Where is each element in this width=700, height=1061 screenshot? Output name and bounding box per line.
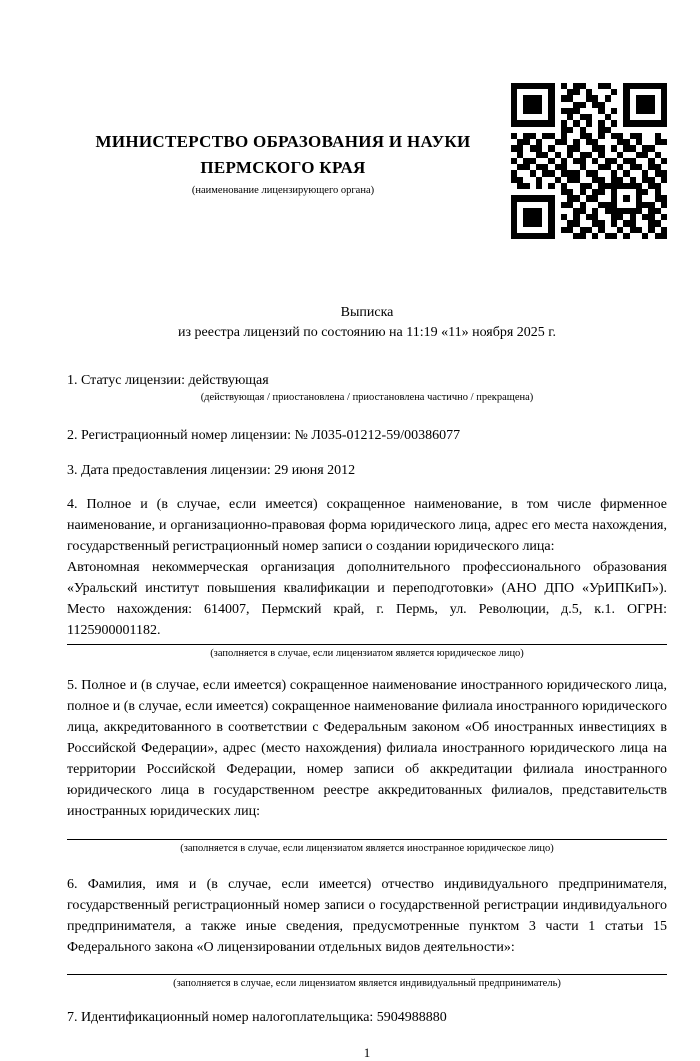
foreign-entity-blank-value (67, 822, 667, 839)
foreign-entity-description: 5. Полное и (в случае, если имеется) сокращенное наименование иностранного юридического лица, полное и (в случае, если имеется) сокращенное наименование филиала иностранного юридического лица, аккредитованного в соответствии с Федеральным законом «Об иностранных инвестициях в Российской Федерации», адрес (место нахождения) филиала иностранного юридического лица на территории Российской Федерации, номер записи об аккредитации филиала иностранного юридического лица в государственном реестре аккредитованных филиалов, представительств иностранных юридических лиц: (67, 678, 667, 819)
individual-entrepreneur-section (67, 874, 667, 990)
legal-entity-description: 4. Полное и (в случае, если имеется) сокращенное наименование, в том числе фирменное наименование, и организационно-правовая форма юридического лица, адрес его места нахождения, государственный регистрационный номер записи о создании юридического лица: (67, 497, 667, 554)
legal-entity-section (67, 494, 667, 660)
individual-entrepreneur-caption: (заполняется в случае, если лицензиатом является индивидуальный предприниматель) (173, 978, 561, 989)
legal-entity-rule (67, 644, 667, 645)
license-grant-date-line: 3. Дата предоставления лицензии: 29 июня 2012 (67, 463, 356, 478)
foreign-entity-caption: (заполняется в случае, если лицензиатом является иностранное юридическое лицо) (180, 843, 554, 854)
foreign-entity-section (67, 675, 667, 855)
licensing-authority-block (67, 83, 499, 198)
page-number: 1 (363, 1045, 371, 1060)
qr-code (511, 83, 667, 239)
taxpayer-inn-line: 7. Идентификационный номер налогоплательщика: 5904988880 (67, 1010, 447, 1025)
individual-entrepreneur-blank-value (67, 958, 667, 974)
foreign-entity-rule (67, 839, 667, 840)
legal-entity-caption: (заполняется в случае, если лицензиатом является юридическое лицо) (210, 648, 524, 659)
license-status-line: 1. Статус лицензии: действующая (67, 373, 269, 388)
document-header (67, 0, 667, 239)
individual-entrepreneur-description: 6. Фамилия, имя и (в случае, если имеется) отчество индивидуального предпринимателя, государственный регистрационный номер записи о государственной регистрации индивидуального предпринимателя, а также иные сведения, предусмотренные пунктом 3 части 1 статьи 15 Федерального закона «О лицензировании отдельных видов деятельности»: (67, 877, 667, 955)
document-title: Выписка (340, 305, 394, 320)
ministry-name-line1: МИНИСТЕРСТВО ОБРАЗОВАНИЯ И НАУКИ (95, 132, 471, 151)
licensing-authority-caption: (наименование лицензирующего органа) (191, 185, 375, 196)
license-registration-number-line: 2. Регистрационный номер лицензии: № Л035-01212-59/00386077 (67, 428, 461, 443)
document-subtitle: из реестра лицензий по состоянию на 11:19 «11» ноября 2025 г. (178, 325, 556, 340)
legal-entity-value: Автономная некоммерческая организация дополнительного профессионального образования «Уральский институт повышения квалификации и переподготовки» (АНО ДПО «УрИПКиП»). Место нахождения: 614007, Пермский край, г. Пермь, ул. Революции, д.5, к.1. ОГРН: 1125900001182. (67, 560, 667, 638)
license-status-options-caption: (действующая / приостановлена / приостановлена частично / прекращена) (200, 392, 534, 403)
document-title-block (67, 303, 667, 343)
ministry-name-line2: ПЕРМСКОГО КРАЯ (200, 158, 366, 177)
individual-entrepreneur-rule (67, 974, 667, 975)
